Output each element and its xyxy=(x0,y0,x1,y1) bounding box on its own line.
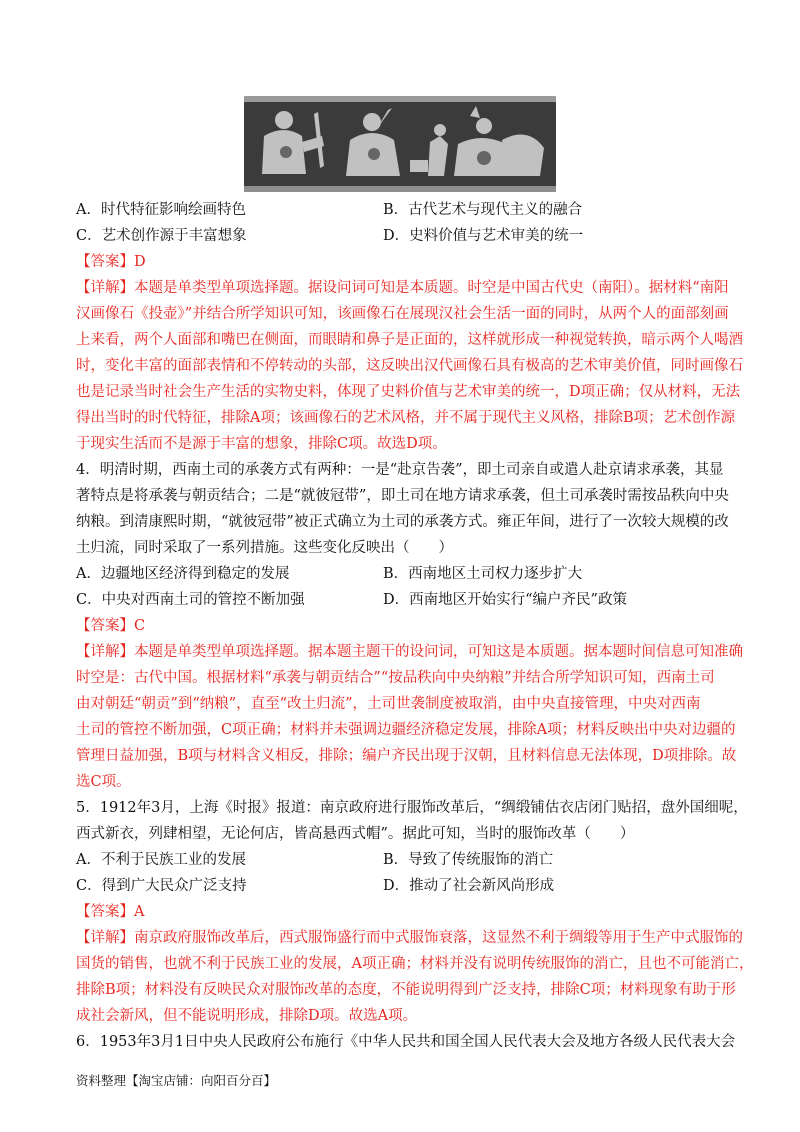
q5-explain-line: 成社会新风，但不能说明形成，排除D项。故选A项。 xyxy=(76,1008,418,1024)
q3-explain-line: 【详解】本题是单类型单项选择题。据设问词可知是本质题。时空是中国古代史（南阳）。据材料“南阳 xyxy=(76,280,729,296)
q4-explain-line: 选C项。 xyxy=(76,774,131,790)
q5-option-d: D．推动了社会新风尚形成 xyxy=(383,878,555,894)
q4-explain-line: 时空是：古代中国。根据材料“承袭与朝贡结合”“按品秩向中央纳粮”并结合所学知识可知，西南土司 xyxy=(76,670,715,686)
q6-stem-line: 6．1953年3月1日中央人民政府公布施行《中华人民共和国全国人民代表大会及地方各级人民代表大会 xyxy=(76,1034,736,1050)
q3-explain-line: 得出当时的时代特征，排除A项；该画像石的艺术风格，并不属于现代主义风格，排除B项；艺术创作源 xyxy=(76,410,736,426)
q3-explain-line: 于现实生活而不是源于丰富的想象，排除C项。故选D项。 xyxy=(76,436,447,452)
stone-relief-image xyxy=(244,96,556,192)
q3-explain-line: 汉画像石《投壶》”并结合所学知识可知，该画像石在展现汉社会生活一面的同时，从两个人的面部刻画 xyxy=(76,306,729,322)
q5-option-c: C．得到广大民众广泛支持 xyxy=(76,878,247,894)
q5-stem-line: 西式新衣，列肆相望，无论何店，皆高悬西式帽”。据此可知，当时的服饰改革（ ） xyxy=(76,826,635,842)
q3-option-b: B．古代艺术与现代主义的融合 xyxy=(383,202,583,218)
q4-option-c: C．中央对西南土司的管控不断加强 xyxy=(76,592,305,608)
q4-explain-line: 由对朝廷“朝贡”到“纳粮”，直至“改土归流”，土司世袭制度被取消，由中央直接管理，中央对西南 xyxy=(76,696,701,712)
q4-answer: 【答案】C xyxy=(76,618,146,634)
q4-stem-line: 纳粮。到清康熙时期，“就彼冠带”被正式确立为土司的承袭方式。雍正年间，进行了一次较大规模的改 xyxy=(76,514,729,530)
q3-explain-line: 也是记录当时社会生产生活的实物史料，体现了史料价值与艺术审美的统一，D项正确；仅从材料，无法 xyxy=(76,384,741,400)
q5-answer: 【答案】A xyxy=(76,904,145,920)
q3-option-c: C．艺术创作源于丰富想象 xyxy=(76,228,247,244)
q5-explain-line: 排除B项；材料没有反映民众对服饰改革的态度，不能说明得到广泛支持，排除C项；材料现象有助于形 xyxy=(76,982,736,998)
q3-option-d: D．史料价值与艺术审美的统一 xyxy=(383,228,584,244)
q5-explain-line: 国货的销售，也就不利于民族工业的发展，A项正确；材料并没有说明传统服饰的消亡，且也不可能消亡， xyxy=(76,956,754,972)
q4-option-a: A．边疆地区经济得到稳定的发展 xyxy=(76,566,290,582)
q5-option-b: B．导致了传统服饰的消亡 xyxy=(383,852,554,868)
q4-stem-line: 著特点是将承袭与朝贡结合；二是“就彼冠带”，即土司在地方请求承袭，但土司承袭时需按品秩向中央 xyxy=(76,488,729,504)
q4-explain-line: 管理日益加强，B项与材料含义相反，排除；编户齐民出现于汉朝，且材料信息无法体现，D项排除。故 xyxy=(76,748,737,764)
q3-answer: 【答案】D xyxy=(76,254,146,270)
q4-stem-line: 土归流，同时采取了一系列措施。这些变化反映出（ ） xyxy=(76,540,453,556)
q4-explain-line: 【详解】本题是单类型单项选择题。据本题主题干的设问词，可知这是本质题。据本题时间信息可知准确 xyxy=(76,644,743,660)
relief-figures-illustration xyxy=(244,96,556,192)
q5-stem-line: 5．1912年3月，上海《时报》报道：南京政府进行服饰改革后，“绸缎铺估衣店闭门贴招，盘外国细呢， xyxy=(76,800,748,816)
q4-option-d: D．西南地区开始实行“编户齐民”政策 xyxy=(383,592,627,608)
q4-stem-line: 4．明清时期，西南土司的承袭方式有两种：一是“赴京告袭”，即土司亲自或遣人赴京请求承袭，其显 xyxy=(76,462,724,478)
q3-explain-line: 上来看，两个人面部和嘴巴在侧面，而眼睛和鼻子是正面的，这样就形成一种视觉转换，暗示两个人喝酒 xyxy=(76,332,743,348)
q5-option-a: A．不利于民族工业的发展 xyxy=(76,852,246,868)
q3-explain-line: 时，变化丰富的面部表情和不停转动的头部，这反映出汉代画像石具有极高的艺术审美价值，同时画像石 xyxy=(76,358,743,374)
q4-option-b: B．西南地区土司权力逐步扩大 xyxy=(383,566,583,582)
q4-explain-line: 土司的管控不断加强，C项正确；材料并未强调边疆经济稳定发展，排除A项；材料反映出中央对边疆的 xyxy=(76,722,736,738)
footer-source-note: 资料整理【淘宝店铺：向阳百分百】 xyxy=(76,1073,277,1088)
q5-explain-line: 【详解】南京政府服饰改革后，西式服饰盛行而中式服饰衰落，这显然不利于绸缎等用于生产中式服饰的 xyxy=(76,930,743,946)
q3-option-a: A．时代特征影响绘画特色 xyxy=(76,202,246,218)
